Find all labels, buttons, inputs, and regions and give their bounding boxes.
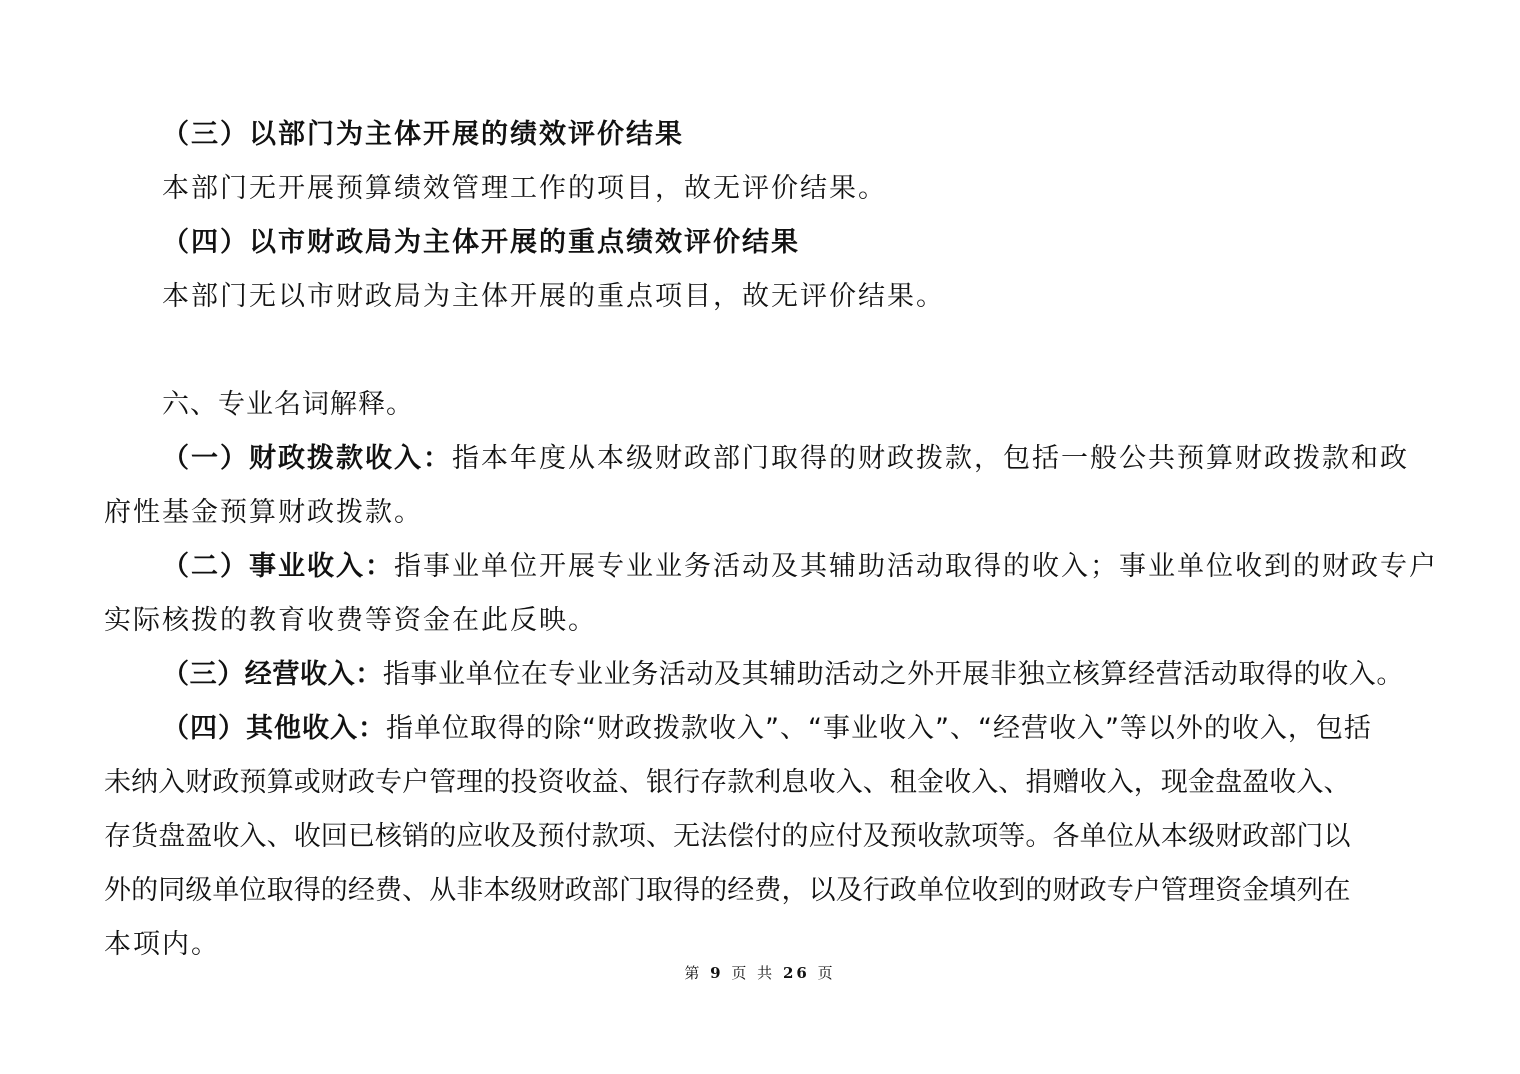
glossary-item-4-line-4: 外的同级单位取得的经费、从非本级财政部门取得的经费，以及行政单位收到的财政专户管理资金填列在 bbox=[104, 875, 1351, 906]
glossary-definition: 指事业单位在专业业务活动及其辅助活动之外开展非独立核算经营活动取得的收入。 bbox=[382, 659, 1405, 690]
glossary-term: （四）其他收入： bbox=[162, 713, 386, 744]
glossary-term: （一）财政拨款收入： bbox=[162, 443, 452, 474]
footer-prefix: 第 bbox=[684, 964, 703, 982]
glossary-term: （二）事业收入： bbox=[162, 551, 394, 582]
glossary-item-2-line-2: 实际核拨的教育收费等资金在此反映。 bbox=[104, 605, 597, 636]
glossary-definition: 指事业单位开展专业业务活动及其辅助活动取得的收入；事业单位收到的财政专户 bbox=[394, 551, 1438, 582]
section-3-heading: （三）以部门为主体开展的绩效评价结果 bbox=[162, 119, 684, 150]
glossary-item-1-line-2: 府性基金预算财政拨款。 bbox=[104, 497, 423, 528]
page-footer bbox=[0, 962, 1520, 983]
total-pages: 26 bbox=[782, 964, 810, 982]
glossary-item-3-line-1 bbox=[104, 648, 1416, 702]
section-3-body: 本部门无开展预算绩效管理工作的项目，故无评价结果。 bbox=[162, 173, 887, 204]
glossary-item-1-line-1 bbox=[104, 432, 1416, 486]
glossary-term: （三）经营收入： bbox=[162, 659, 383, 690]
document-content bbox=[104, 108, 1438, 972]
glossary-definition: 指本年度从本级财政部门取得的财政拨款，包括一般公共预算财政拨款和政 bbox=[452, 443, 1409, 474]
glossary-item-4-line-2: 未纳入财政预算或财政专户管理的投资收益、银行存款利息收入、租金收入、捐赠收入，现金盘盈收入、 bbox=[104, 767, 1351, 798]
footer-suffix: 页 bbox=[817, 964, 836, 982]
glossary-item-4-line-3: 存货盘盈收入、收回已核销的应收及预付款项、无法偿付的应付及预收款项等。各单位从本级财政部门以 bbox=[104, 821, 1351, 852]
spacer bbox=[104, 324, 1416, 378]
glossary-definition: 指单位取得的除“财政拨款收入”、“事业收入”、“经营收入”等以外的收入，包括 bbox=[386, 713, 1372, 744]
page-number: 9 bbox=[710, 964, 724, 982]
footer-middle: 页 共 bbox=[731, 964, 776, 982]
glossary-item-4-line-1 bbox=[104, 702, 1416, 756]
glossary-item-2-line-1 bbox=[104, 540, 1438, 594]
glossary-title: 六、专业名词解释。 bbox=[162, 389, 414, 420]
section-4-heading: （四）以市财政局为主体开展的重点绩效评价结果 bbox=[162, 227, 800, 258]
section-4-body: 本部门无以市财政局为主体开展的重点项目，故无评价结果。 bbox=[162, 281, 945, 312]
glossary-item-4-line-5: 本项内。 bbox=[104, 929, 220, 960]
